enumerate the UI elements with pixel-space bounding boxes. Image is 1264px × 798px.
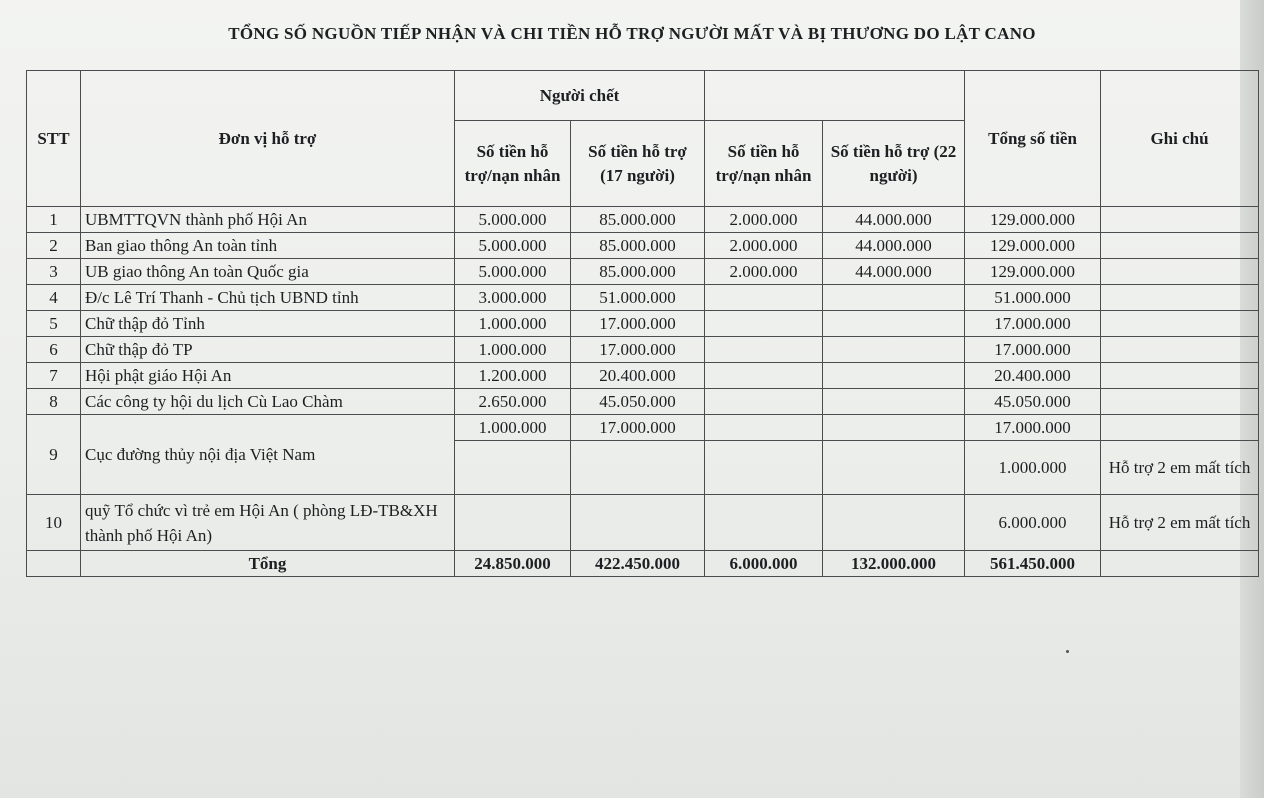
- cell-stt: 6: [27, 337, 81, 363]
- table-row: [27, 285, 1259, 311]
- cell-note: [1101, 259, 1259, 285]
- cell-grand-total: 17.000.000: [965, 311, 1101, 337]
- cell-note: Hỗ trợ 2 em mất tích: [1101, 495, 1259, 551]
- total-injured-per-victim: 6.000.000: [705, 551, 823, 577]
- cell-injured-per-victim: [705, 337, 823, 363]
- cell-injured-total: 44.000.000: [823, 259, 965, 285]
- cell-unit: UB giao thông An toàn Quốc gia: [81, 259, 455, 285]
- cell-dead-total: 85.000.000: [571, 207, 705, 233]
- cell-grand-total: 129.000.000: [965, 233, 1101, 259]
- cell-dead-total: 17.000.000: [571, 415, 705, 441]
- header-dead-total: Số tiền hỗ trợ (17 người): [571, 121, 705, 207]
- cell-grand-total: 17.000.000: [965, 337, 1101, 363]
- cell-note: [1101, 233, 1259, 259]
- table-row: [27, 259, 1259, 285]
- cell-injured-per-victim: 2.000.000: [705, 207, 823, 233]
- cell-note: [1101, 337, 1259, 363]
- cell-unit: Đ/c Lê Trí Thanh - Chủ tịch UBND tỉnh: [81, 285, 455, 311]
- header-injured-per-victim: Số tiền hỗ trợ/nạn nhân: [705, 121, 823, 207]
- cell-unit: Các công ty hội du lịch Cù Lao Chàm: [81, 389, 455, 415]
- cell-dead-total: 51.000.000: [571, 285, 705, 311]
- cell-injured-total: [823, 415, 965, 441]
- table-row: [27, 495, 1259, 551]
- cell-unit: Chữ thập đỏ TP: [81, 337, 455, 363]
- cell-dead-total: 85.000.000: [571, 259, 705, 285]
- cell-unit: quỹ Tổ chức vì trẻ em Hội An ( phòng LĐ-TB&XH thành phố Hội An): [81, 495, 455, 551]
- total-row: [27, 551, 1259, 577]
- cell-injured-per-victim: [705, 495, 823, 551]
- paper-speck: [1066, 650, 1069, 653]
- cell-grand-total: 20.400.000: [965, 363, 1101, 389]
- cell-stt: [27, 551, 81, 577]
- header-injured-total: Số tiền hỗ trợ (22 người): [823, 121, 965, 207]
- total-label: Tổng: [81, 551, 455, 577]
- cell-injured-per-victim: [705, 363, 823, 389]
- cell-injured-per-victim: [705, 441, 823, 495]
- cell-dead-total: 17.000.000: [571, 311, 705, 337]
- table-row: [27, 389, 1259, 415]
- cell-dead-total: [571, 495, 705, 551]
- cell-grand-total: 129.000.000: [965, 207, 1101, 233]
- document-title: TỔNG SỐ NGUỒN TIẾP NHẬN VÀ CHI TIỀN HỖ TRỢ NGƯỜI MẤT VÀ BỊ THƯƠNG DO LẬT CANO: [228, 24, 1036, 43]
- total-dead-per-victim: 24.850.000: [455, 551, 571, 577]
- cell-note: [1101, 551, 1259, 577]
- cell-dead-per-victim: 1.200.000: [455, 363, 571, 389]
- cell-dead-total: [571, 441, 705, 495]
- table-row: [27, 311, 1259, 337]
- cell-injured-total: 44.000.000: [823, 233, 965, 259]
- cell-dead-per-victim: 5.000.000: [455, 259, 571, 285]
- cell-injured-total: 44.000.000: [823, 207, 965, 233]
- cell-injured-per-victim: [705, 389, 823, 415]
- cell-stt: 9: [27, 415, 81, 495]
- cell-injured-per-victim: 2.000.000: [705, 259, 823, 285]
- cell-injured-total: [823, 441, 965, 495]
- cell-grand-total: 6.000.000: [965, 495, 1101, 551]
- header-group-dead: Người chết: [455, 71, 705, 121]
- cell-note: Hỗ trợ 2 em mất tích: [1101, 441, 1259, 495]
- cell-injured-per-victim: 2.000.000: [705, 233, 823, 259]
- cell-injured-total: [823, 495, 965, 551]
- header-dead-per-victim: Số tiền hỗ trợ/nạn nhân: [455, 121, 571, 207]
- cell-note: [1101, 363, 1259, 389]
- cell-injured-total: [823, 285, 965, 311]
- cell-dead-per-victim: 3.000.000: [455, 285, 571, 311]
- cell-dead-per-victim: [455, 441, 571, 495]
- cell-unit: Cục đường thủy nội địa Việt Nam: [81, 415, 455, 495]
- cell-injured-per-victim: [705, 415, 823, 441]
- support-table: [26, 70, 1259, 577]
- cell-grand-total: 51.000.000: [965, 285, 1101, 311]
- cell-injured-total: [823, 389, 965, 415]
- cell-dead-total: 20.400.000: [571, 363, 705, 389]
- cell-note: [1101, 389, 1259, 415]
- cell-injured-total: [823, 363, 965, 389]
- cell-stt: 4: [27, 285, 81, 311]
- header-unit: Đơn vị hỗ trợ: [81, 71, 455, 207]
- cell-dead-per-victim: 5.000.000: [455, 233, 571, 259]
- table-row: [27, 337, 1259, 363]
- cell-stt: 1: [27, 207, 81, 233]
- cell-dead-total: 85.000.000: [571, 233, 705, 259]
- cell-injured-total: [823, 311, 965, 337]
- cell-unit: Ban giao thông An toàn tỉnh: [81, 233, 455, 259]
- table-row: [27, 233, 1259, 259]
- cell-stt: 8: [27, 389, 81, 415]
- header-grand-total: Tổng số tiền: [965, 71, 1101, 207]
- header-note: Ghi chú: [1101, 71, 1259, 207]
- cell-stt: 2: [27, 233, 81, 259]
- total-injured-total: 132.000.000: [823, 551, 965, 577]
- cell-dead-per-victim: 1.000.000: [455, 337, 571, 363]
- cell-dead-per-victim: [455, 495, 571, 551]
- cell-dead-per-victim: 2.650.000: [455, 389, 571, 415]
- cell-dead-total: 17.000.000: [571, 337, 705, 363]
- cell-unit: Hội phật giáo Hội An: [81, 363, 455, 389]
- cell-dead-per-victim: 5.000.000: [455, 207, 571, 233]
- cell-note: [1101, 415, 1259, 441]
- cell-stt: 3: [27, 259, 81, 285]
- cell-grand-total: 1.000.000: [965, 441, 1101, 495]
- cell-unit: UBMTTQVN thành phố Hội An: [81, 207, 455, 233]
- table-row: [27, 363, 1259, 389]
- cell-grand-total: 129.000.000: [965, 259, 1101, 285]
- header-group-injured: [705, 71, 965, 121]
- cell-injured-per-victim: [705, 311, 823, 337]
- cell-unit: Chữ thập đỏ Tỉnh: [81, 311, 455, 337]
- cell-dead-per-victim: 1.000.000: [455, 311, 571, 337]
- cell-note: [1101, 207, 1259, 233]
- cell-dead-per-victim: 1.000.000: [455, 415, 571, 441]
- cell-stt: 10: [27, 495, 81, 551]
- cell-note: [1101, 311, 1259, 337]
- total-dead-total: 422.450.000: [571, 551, 705, 577]
- cell-dead-total: 45.050.000: [571, 389, 705, 415]
- cell-stt: 5: [27, 311, 81, 337]
- table-row: [27, 415, 1259, 441]
- cell-injured-per-victim: [705, 285, 823, 311]
- cell-injured-total: [823, 337, 965, 363]
- cell-note: [1101, 285, 1259, 311]
- total-grand-total: 561.450.000: [965, 551, 1101, 577]
- cell-grand-total: 17.000.000: [965, 415, 1101, 441]
- cell-stt: 7: [27, 363, 81, 389]
- cell-grand-total: 45.050.000: [965, 389, 1101, 415]
- header-stt: STT: [27, 71, 81, 207]
- table-row: [27, 207, 1259, 233]
